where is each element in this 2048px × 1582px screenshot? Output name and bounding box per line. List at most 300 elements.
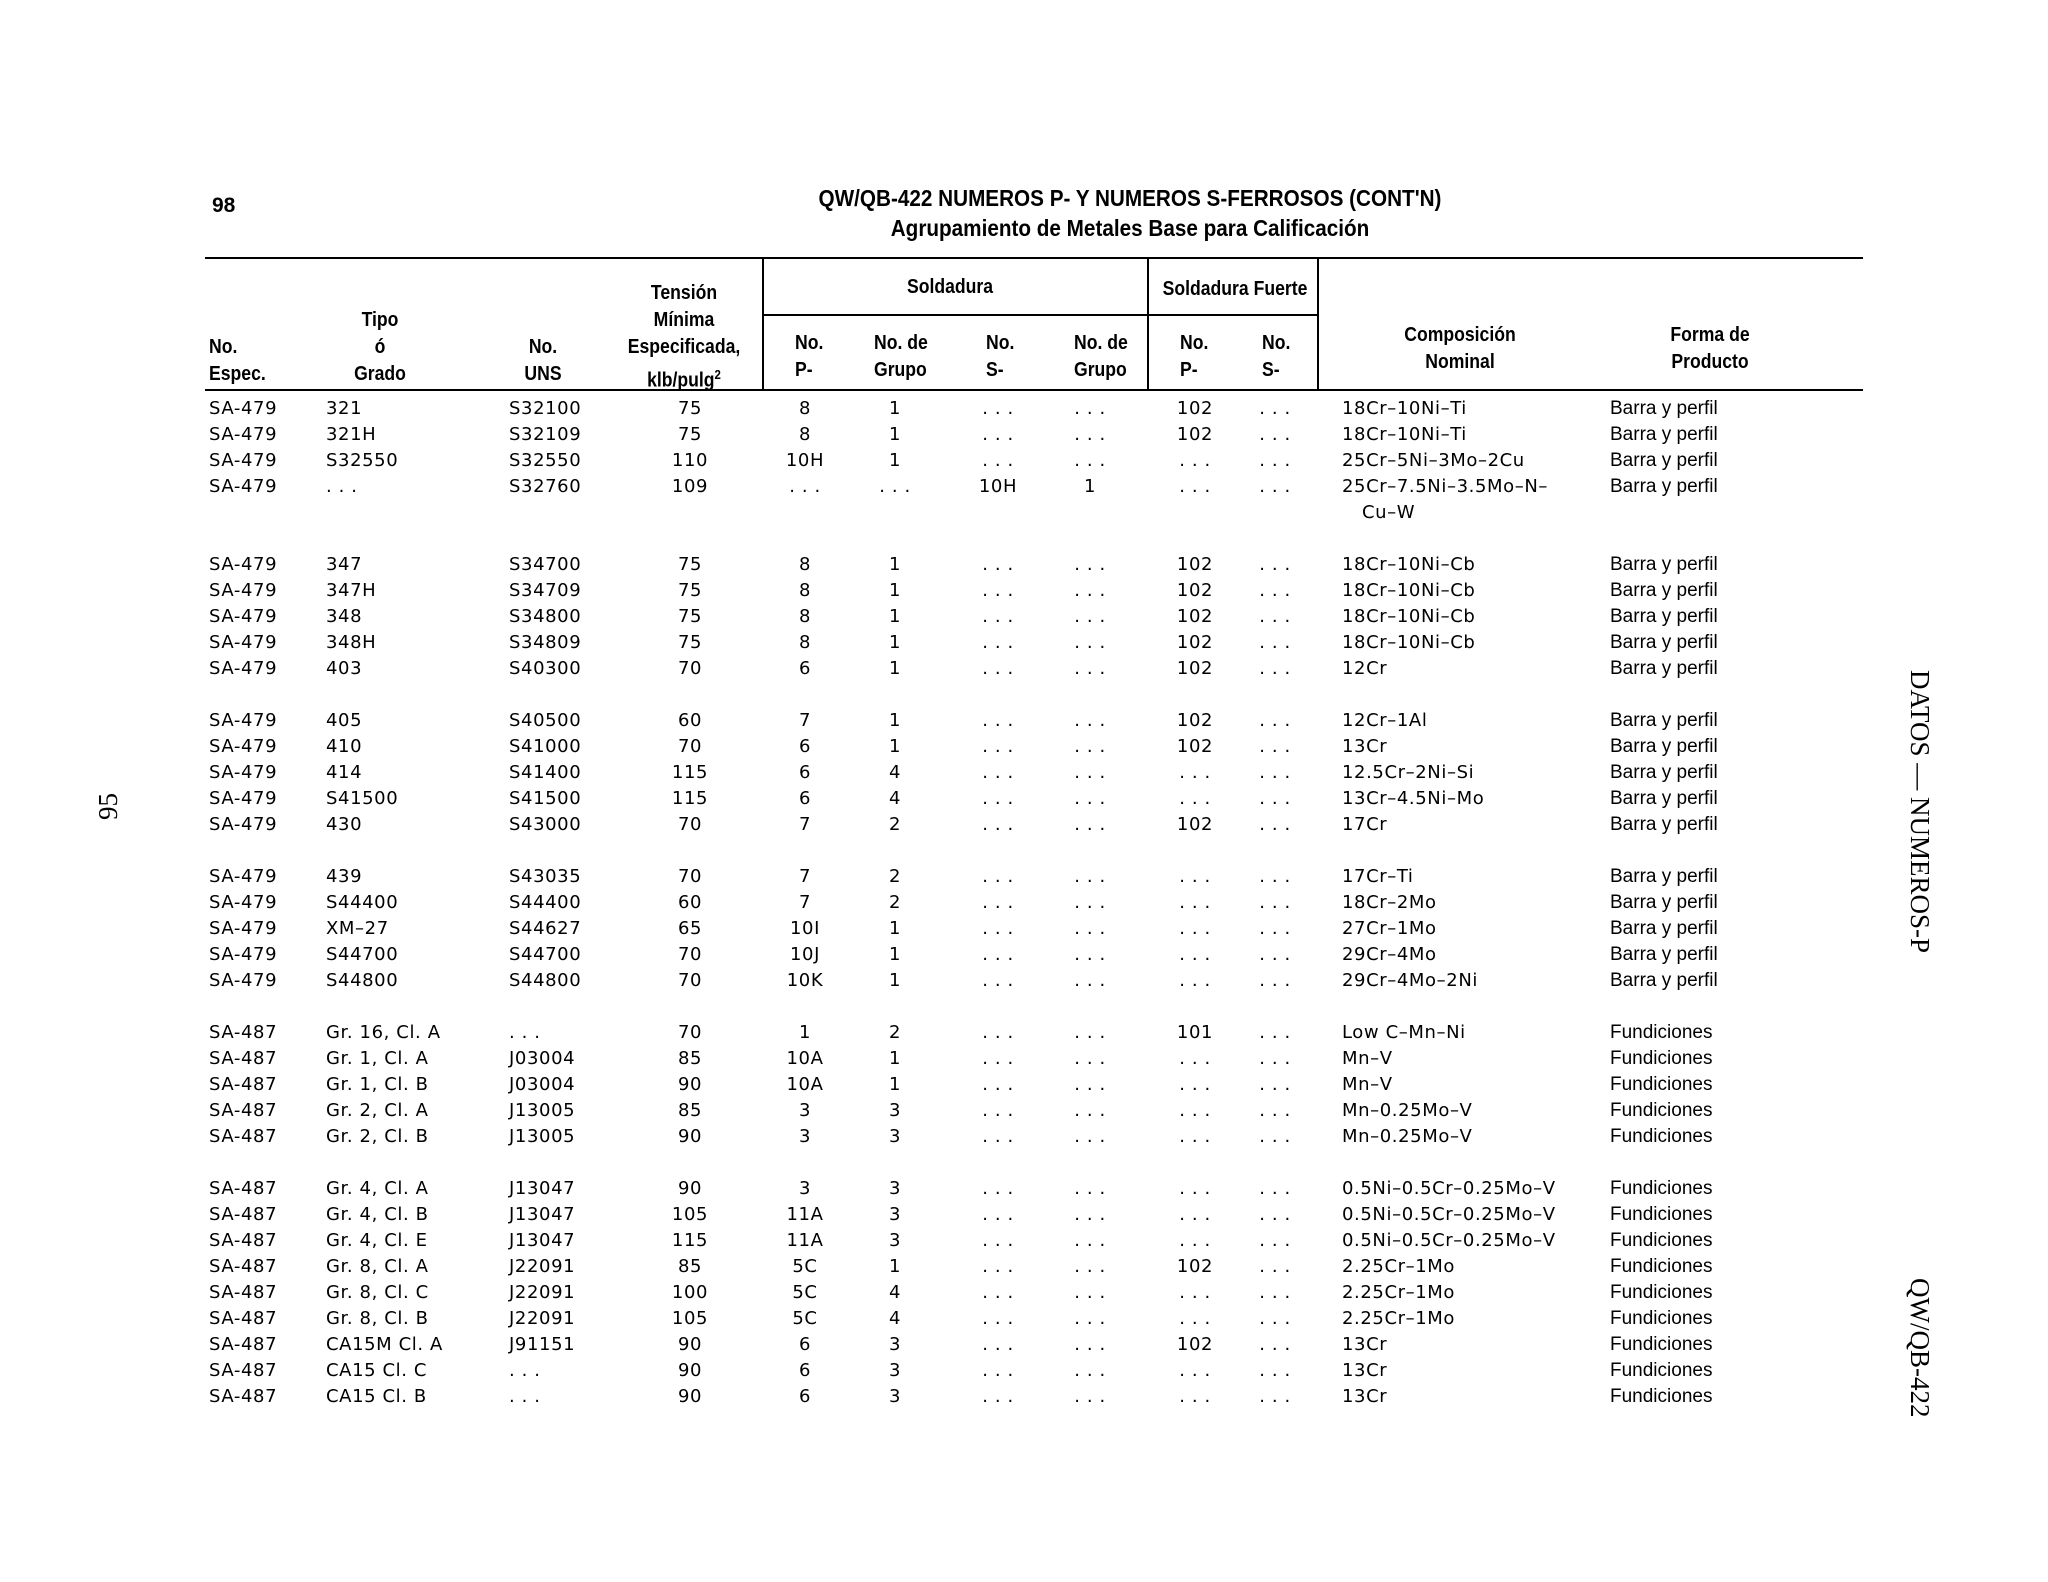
cell-brazing-s-no: . . .: [1259, 918, 1291, 939]
cell-forma: Fundiciones: [1610, 1308, 1713, 1329]
cell-grupo-2: . . .: [1074, 918, 1106, 939]
cell-grupo: 2: [888, 1022, 902, 1043]
cell-tipo: Gr. 4, Cl. B: [326, 1204, 429, 1225]
cell-espec: SA-487: [209, 1204, 278, 1225]
side-label-section: QW/QB-422: [1905, 1278, 1935, 1418]
cell-grupo: 3: [888, 1334, 902, 1355]
cell-p-no: 10A: [786, 1074, 824, 1095]
table-row: [0, 1046, 2048, 1072]
cell-brazing-p-no: . . .: [1179, 476, 1211, 497]
cell-p-no: 7: [798, 892, 812, 913]
divider-left-soldadura: [762, 259, 764, 389]
divider-mid-soldadura: [1147, 259, 1149, 389]
cell-composicion: 25Cr–5Ni–3Mo–2Cu: [1342, 450, 1525, 471]
cell-espec: SA-479: [209, 580, 278, 601]
cell-p-no: 8: [798, 632, 812, 653]
cell-brazing-s-no: . . .: [1259, 1204, 1291, 1225]
cell-composicion: 12.5Cr–2Ni–Si: [1342, 762, 1475, 783]
cell-grupo: 4: [888, 1282, 902, 1303]
cell-brazing-p-no: . . .: [1179, 450, 1211, 471]
cell-tension: 75: [677, 398, 703, 419]
cell-s-no: . . .: [982, 1178, 1014, 1199]
cell-uns: S43035: [509, 866, 582, 887]
cell-composicion: 13Cr: [1342, 1386, 1388, 1407]
cell-brazing-s-no: . . .: [1259, 1230, 1291, 1251]
cell-composicion: 18Cr–10Ni–Cb: [1342, 606, 1476, 627]
cell-composicion: Mn–0.25Mo–V: [1342, 1126, 1473, 1147]
cell-grupo: 4: [888, 762, 902, 783]
cell-espec: SA-479: [209, 788, 278, 809]
cell-s-no: . . .: [982, 762, 1014, 783]
header-s-no: No. S-: [986, 332, 1015, 381]
cell-brazing-p-no: . . .: [1179, 1308, 1211, 1329]
cell-brazing-p-no: . . .: [1179, 866, 1211, 887]
cell-tension: 105: [671, 1204, 709, 1225]
cell-tipo: CA15M Cl. A: [326, 1334, 443, 1355]
cell-uns: S32550: [509, 450, 582, 471]
cell-brazing-p-no: . . .: [1179, 892, 1211, 913]
cell-tension: 60: [677, 892, 703, 913]
cell-composicion: 17Cr–Ti: [1342, 866, 1414, 887]
table-row: [0, 656, 2048, 682]
table-row: [0, 916, 2048, 942]
cell-brazing-s-no: . . .: [1259, 450, 1291, 471]
cell-espec: SA-479: [209, 944, 278, 965]
cell-espec: SA-487: [209, 1386, 278, 1407]
cell-grupo: 1: [888, 398, 902, 419]
cell-tension: 115: [671, 1230, 709, 1251]
cell-forma: Barra y perfil: [1610, 918, 1718, 939]
cell-s-no: . . .: [982, 1100, 1014, 1121]
cell-forma: Fundiciones: [1610, 1334, 1713, 1355]
cell-tension: 70: [677, 814, 703, 835]
cell-p-no: 10A: [786, 1048, 824, 1069]
cell-tension: 109: [671, 476, 709, 497]
cell-brazing-s-no: . . .: [1259, 1126, 1291, 1147]
cell-grupo: 1: [888, 450, 902, 471]
cell-brazing-p-no: . . .: [1179, 1282, 1211, 1303]
cell-brazing-s-no: . . .: [1259, 970, 1291, 991]
cell-espec: SA-487: [209, 1334, 278, 1355]
cell-uns: S34809: [509, 632, 582, 653]
table-row: [0, 890, 2048, 916]
cell-tipo: 348: [326, 606, 363, 627]
cell-forma: Fundiciones: [1610, 1386, 1713, 1407]
cell-composicion: 17Cr: [1342, 814, 1388, 835]
cell-tipo: Gr. 8, Cl. B: [326, 1308, 429, 1329]
cell-uns: S40300: [509, 658, 582, 679]
cell-espec: SA-479: [209, 424, 278, 445]
cell-tipo: Gr. 4, Cl. A: [326, 1178, 429, 1199]
header-no-espec: No. Espec.: [209, 336, 266, 385]
cell-p-no: 10K: [786, 970, 824, 991]
cell-grupo-2: . . .: [1074, 1282, 1106, 1303]
cell-s-no: . . .: [982, 606, 1014, 627]
cell-tension: 70: [677, 866, 703, 887]
cell-grupo: 1: [888, 658, 902, 679]
cell-forma: Fundiciones: [1610, 1048, 1713, 1069]
cell-uns: S34800: [509, 606, 582, 627]
cell-grupo: 3: [888, 1230, 902, 1251]
cell-uns: J91151: [509, 1334, 576, 1355]
cell-brazing-p-no: 102: [1176, 1256, 1214, 1277]
cell-uns: J13047: [509, 1230, 576, 1251]
cell-tipo: Gr. 8, Cl. A: [326, 1256, 429, 1277]
cell-composicion: 0.5Ni–0.5Cr–0.25Mo–V: [1342, 1230, 1556, 1251]
cell-grupo-2: . . .: [1074, 424, 1106, 445]
cell-tension: 105: [671, 1308, 709, 1329]
cell-grupo-2: 1: [1083, 476, 1097, 497]
cell-espec: SA-487: [209, 1074, 278, 1095]
cell-espec: SA-479: [209, 398, 278, 419]
table-row: [0, 942, 2048, 968]
cell-tipo: S41500: [326, 788, 399, 809]
cell-tension: 85: [677, 1256, 703, 1277]
cell-grupo-2: . . .: [1074, 710, 1106, 731]
cell-brazing-s-no: . . .: [1259, 736, 1291, 757]
cell-grupo: 1: [888, 424, 902, 445]
cell-p-no: 6: [798, 762, 812, 783]
table-row: [0, 604, 2048, 630]
cell-s-no: . . .: [982, 450, 1014, 471]
cell-tension: 100: [671, 1282, 709, 1303]
header-soldadura-fuerte: Soldadura Fuerte: [1162, 278, 1308, 300]
cell-composicion: 12Cr: [1342, 658, 1388, 679]
cell-brazing-s-no: . . .: [1259, 476, 1291, 497]
cell-brazing-s-no: . . .: [1259, 892, 1291, 913]
table-row: [0, 1358, 2048, 1384]
cell-grupo: 4: [888, 788, 902, 809]
cell-p-no: 10I: [789, 918, 820, 939]
cell-grupo-2: . . .: [1074, 632, 1106, 653]
cell-brazing-s-no: . . .: [1259, 762, 1291, 783]
cell-forma: Barra y perfil: [1610, 788, 1718, 809]
cell-s-no: . . .: [982, 1022, 1014, 1043]
cell-composicion-cont: Cu–W: [1362, 502, 1416, 523]
cell-tipo: . . .: [326, 476, 358, 497]
cell-p-no: 11A: [786, 1230, 824, 1251]
cell-brazing-s-no: . . .: [1259, 632, 1291, 653]
cell-brazing-p-no: . . .: [1179, 762, 1211, 783]
soldadura-underline: [762, 314, 1319, 316]
cell-grupo: 1: [888, 944, 902, 965]
cell-forma: Fundiciones: [1610, 1256, 1713, 1277]
cell-composicion: Mn–0.25Mo–V: [1342, 1100, 1473, 1121]
cell-grupo: 1: [888, 1074, 902, 1095]
cell-s-no: . . .: [982, 736, 1014, 757]
cell-composicion: 2.25Cr–1Mo: [1342, 1256, 1456, 1277]
cell-brazing-s-no: . . .: [1259, 944, 1291, 965]
cell-grupo: 3: [888, 1360, 902, 1381]
cell-espec: SA-487: [209, 1256, 278, 1277]
cell-composicion: 18Cr–2Mo: [1342, 892, 1437, 913]
cell-grupo-2: . . .: [1074, 1048, 1106, 1069]
cell-p-no: 7: [798, 814, 812, 835]
table-row: [0, 1332, 2048, 1358]
cell-brazing-p-no: . . .: [1179, 1178, 1211, 1199]
cell-uns: S44800: [509, 970, 582, 991]
cell-s-no: . . .: [982, 424, 1014, 445]
cell-forma: Barra y perfil: [1610, 866, 1718, 887]
cell-uns: J22091: [509, 1256, 576, 1277]
cell-uns: J13047: [509, 1204, 576, 1225]
cell-grupo: 2: [888, 892, 902, 913]
cell-tension: 110: [671, 450, 709, 471]
cell-uns: S43000: [509, 814, 582, 835]
table-row: [0, 786, 2048, 812]
cell-espec: SA-479: [209, 866, 278, 887]
cell-tension: 75: [677, 632, 703, 653]
cell-p-no: 8: [798, 554, 812, 575]
table-row: [0, 422, 2048, 448]
table-row: [0, 1306, 2048, 1332]
table-row: [0, 474, 2048, 523]
cell-brazing-s-no: . . .: [1259, 1100, 1291, 1121]
cell-forma: Fundiciones: [1610, 1204, 1713, 1225]
cell-s-no: . . .: [982, 1204, 1014, 1225]
cell-brazing-p-no: 102: [1176, 710, 1214, 731]
cell-tension: 85: [677, 1048, 703, 1069]
cell-tipo: 347: [326, 554, 363, 575]
header-forma: Forma de Producto: [1670, 324, 1750, 373]
table-row: [0, 1098, 2048, 1124]
cell-tipo: S44700: [326, 944, 399, 965]
cell-tipo: 439: [326, 866, 363, 887]
cell-forma: Barra y perfil: [1610, 398, 1718, 419]
cell-tipo: CA15 Cl. B: [326, 1386, 427, 1407]
cell-grupo: 3: [888, 1126, 902, 1147]
table-row: [0, 1072, 2048, 1098]
cell-composicion: 2.25Cr–1Mo: [1342, 1282, 1456, 1303]
cell-grupo-2: . . .: [1074, 658, 1106, 679]
cell-brazing-s-no: . . .: [1259, 1048, 1291, 1069]
cell-tipo: Gr. 2, Cl. A: [326, 1100, 429, 1121]
cell-grupo-2: . . .: [1074, 554, 1106, 575]
cell-forma: Fundiciones: [1610, 1100, 1713, 1121]
cell-forma: Barra y perfil: [1610, 580, 1718, 601]
cell-s-no: . . .: [982, 1126, 1014, 1147]
cell-p-no: 7: [798, 710, 812, 731]
cell-brazing-p-no: . . .: [1179, 1386, 1211, 1407]
cell-tipo: 321H: [326, 424, 377, 445]
cell-composicion: 2.25Cr–1Mo: [1342, 1308, 1456, 1329]
cell-uns: . . .: [509, 1360, 541, 1381]
cell-tension: 90: [677, 1360, 703, 1381]
cell-tipo: S32550: [326, 450, 399, 471]
cell-brazing-p-no: . . .: [1179, 944, 1211, 965]
cell-forma: Fundiciones: [1610, 1360, 1713, 1381]
cell-p-no: 1: [798, 1022, 812, 1043]
cell-forma: Barra y perfil: [1610, 658, 1718, 679]
cell-brazing-s-no: . . .: [1259, 866, 1291, 887]
cell-grupo-2: . . .: [1074, 580, 1106, 601]
cell-s-no: . . .: [982, 398, 1014, 419]
table-row: [0, 1384, 2048, 1410]
cell-composicion: Low C–Mn–Ni: [1342, 1022, 1466, 1043]
cell-grupo: 4: [888, 1308, 902, 1329]
header-composicion: Composición Nominal: [1404, 324, 1516, 373]
cell-espec: SA-479: [209, 632, 278, 653]
cell-p-no: 6: [798, 1386, 812, 1407]
cell-tension: 70: [677, 1022, 703, 1043]
cell-p-no: 3: [798, 1100, 812, 1121]
cell-forma: Fundiciones: [1610, 1178, 1713, 1199]
cell-grupo-2: . . .: [1074, 1022, 1106, 1043]
table-row: [0, 1280, 2048, 1306]
cell-grupo-2: . . .: [1074, 788, 1106, 809]
cell-brazing-p-no: 102: [1176, 658, 1214, 679]
cell-tipo: Gr. 8, Cl. C: [326, 1282, 429, 1303]
cell-grupo-2: . . .: [1074, 606, 1106, 627]
cell-uns: J13005: [509, 1100, 576, 1121]
cell-uns: . . .: [509, 1386, 541, 1407]
cell-brazing-s-no: . . .: [1259, 710, 1291, 731]
cell-s-no: . . .: [982, 1256, 1014, 1277]
cell-tipo: Gr. 1, Cl. A: [326, 1048, 429, 1069]
cell-p-no: . . .: [789, 476, 821, 497]
cell-p-no: 11A: [786, 1204, 824, 1225]
cell-grupo-2: . . .: [1074, 1178, 1106, 1199]
cell-forma: Barra y perfil: [1610, 632, 1718, 653]
cell-brazing-s-no: . . .: [1259, 814, 1291, 835]
cell-espec: SA-487: [209, 1100, 278, 1121]
cell-grupo: 1: [888, 970, 902, 991]
cell-grupo: 2: [888, 814, 902, 835]
cell-tension: 70: [677, 736, 703, 757]
cell-grupo-2: . . .: [1074, 814, 1106, 835]
cell-grupo: 3: [888, 1178, 902, 1199]
cell-grupo-2: . . .: [1074, 1386, 1106, 1407]
cell-uns: S34709: [509, 580, 582, 601]
cell-espec: SA-479: [209, 814, 278, 835]
cell-tipo: CA15 Cl. C: [326, 1360, 428, 1381]
cell-brazing-p-no: . . .: [1179, 1048, 1211, 1069]
cell-grupo: 3: [888, 1100, 902, 1121]
cell-brazing-s-no: . . .: [1259, 1074, 1291, 1095]
cell-brazing-s-no: . . .: [1259, 580, 1291, 601]
table-row: [0, 708, 2048, 734]
cell-tension: 85: [677, 1100, 703, 1121]
cell-grupo-2: . . .: [1074, 1256, 1106, 1277]
page-number: 98: [212, 194, 236, 217]
cell-s-no: . . .: [982, 892, 1014, 913]
cell-tipo: 348H: [326, 632, 377, 653]
table-subtitle: Agrupamiento de Metales Base para Calificación: [890, 215, 1370, 241]
cell-tension: 70: [677, 970, 703, 991]
cell-uns: S44627: [509, 918, 582, 939]
cell-tension: 115: [671, 762, 709, 783]
cell-s-no: . . .: [982, 554, 1014, 575]
cell-brazing-s-no: . . .: [1259, 606, 1291, 627]
cell-tension: 65: [677, 918, 703, 939]
cell-tension: 75: [677, 424, 703, 445]
table-row: [0, 630, 2048, 656]
cell-grupo-2: . . .: [1074, 736, 1106, 757]
cell-tipo: XM–27: [326, 918, 389, 939]
cell-s-no: . . .: [982, 788, 1014, 809]
cell-uns: S32109: [509, 424, 582, 445]
cell-s-no: . . .: [982, 1334, 1014, 1355]
cell-s-no: . . .: [982, 944, 1014, 965]
cell-s-no: . . .: [982, 1360, 1014, 1381]
side-label-datos: DATOS — NUMEROS-P: [1905, 670, 1935, 954]
cell-uns: S32760: [509, 476, 582, 497]
cell-tension: 75: [677, 606, 703, 627]
cell-forma: Barra y perfil: [1610, 476, 1718, 497]
cell-tipo: 403: [326, 658, 363, 679]
cell-forma: Fundiciones: [1610, 1126, 1713, 1147]
cell-espec: SA-479: [209, 762, 278, 783]
cell-tipo: 430: [326, 814, 363, 835]
top-rule: [205, 257, 1863, 259]
cell-grupo-2: . . .: [1074, 1360, 1106, 1381]
table-row: [0, 448, 2048, 474]
cell-brazing-s-no: . . .: [1259, 1178, 1291, 1199]
cell-s-no: . . .: [982, 658, 1014, 679]
cell-s-no: . . .: [982, 1282, 1014, 1303]
cell-p-no: 10J: [789, 944, 820, 965]
cell-grupo-2: . . .: [1074, 892, 1106, 913]
cell-brazing-s-no: . . .: [1259, 1022, 1291, 1043]
cell-uns: S41400: [509, 762, 582, 783]
cell-espec: SA-487: [209, 1360, 278, 1381]
cell-p-no: 3: [798, 1178, 812, 1199]
cell-tension: 90: [677, 1334, 703, 1355]
cell-grupo: 1: [888, 606, 902, 627]
cell-uns: J13005: [509, 1126, 576, 1147]
cell-uns: S44700: [509, 944, 582, 965]
table-row: [0, 1020, 2048, 1046]
cell-espec: SA-479: [209, 658, 278, 679]
cell-brazing-p-no: 102: [1176, 632, 1214, 653]
table-row: [0, 734, 2048, 760]
cell-uns: S44400: [509, 892, 582, 913]
cell-espec: SA-479: [209, 450, 278, 471]
cell-espec: SA-479: [209, 970, 278, 991]
cell-forma: Fundiciones: [1610, 1230, 1713, 1251]
cell-grupo: 1: [888, 736, 902, 757]
cell-s-no: . . .: [982, 1048, 1014, 1069]
cell-composicion: 18Cr–10Ni–Cb: [1342, 554, 1476, 575]
table-row: [0, 1202, 2048, 1228]
cell-uns: S34700: [509, 554, 582, 575]
cell-composicion: 13Cr: [1342, 1334, 1388, 1355]
cell-composicion: 18Cr–10Ni–Ti: [1342, 424, 1467, 445]
cell-p-no: 6: [798, 736, 812, 757]
cell-brazing-s-no: . . .: [1259, 788, 1291, 809]
cell-forma: Barra y perfil: [1610, 554, 1718, 575]
cell-brazing-p-no: 102: [1176, 424, 1214, 445]
header-soldadura: Soldadura: [906, 276, 994, 298]
cell-espec: SA-479: [209, 606, 278, 627]
cell-p-no: 8: [798, 580, 812, 601]
cell-uns: J13047: [509, 1178, 576, 1199]
cell-espec: SA-479: [209, 710, 278, 731]
cell-s-no: . . .: [982, 1308, 1014, 1329]
cell-composicion: Mn–V: [1342, 1074, 1393, 1095]
cell-brazing-p-no: 102: [1176, 814, 1214, 835]
cell-espec: SA-487: [209, 1308, 278, 1329]
table-row: [0, 1124, 2048, 1150]
cell-tension: 70: [677, 944, 703, 965]
cell-forma: Barra y perfil: [1610, 944, 1718, 965]
cell-s-no: 10H: [978, 476, 1018, 497]
cell-tipo: 414: [326, 762, 363, 783]
cell-brazing-p-no: 102: [1176, 736, 1214, 757]
cell-forma: Fundiciones: [1610, 1074, 1713, 1095]
cell-espec: SA-479: [209, 476, 278, 497]
table-title: QW/QB-422 NUMEROS P- Y NUMEROS S-FERROSOS (CONT'N): [818, 185, 1442, 211]
